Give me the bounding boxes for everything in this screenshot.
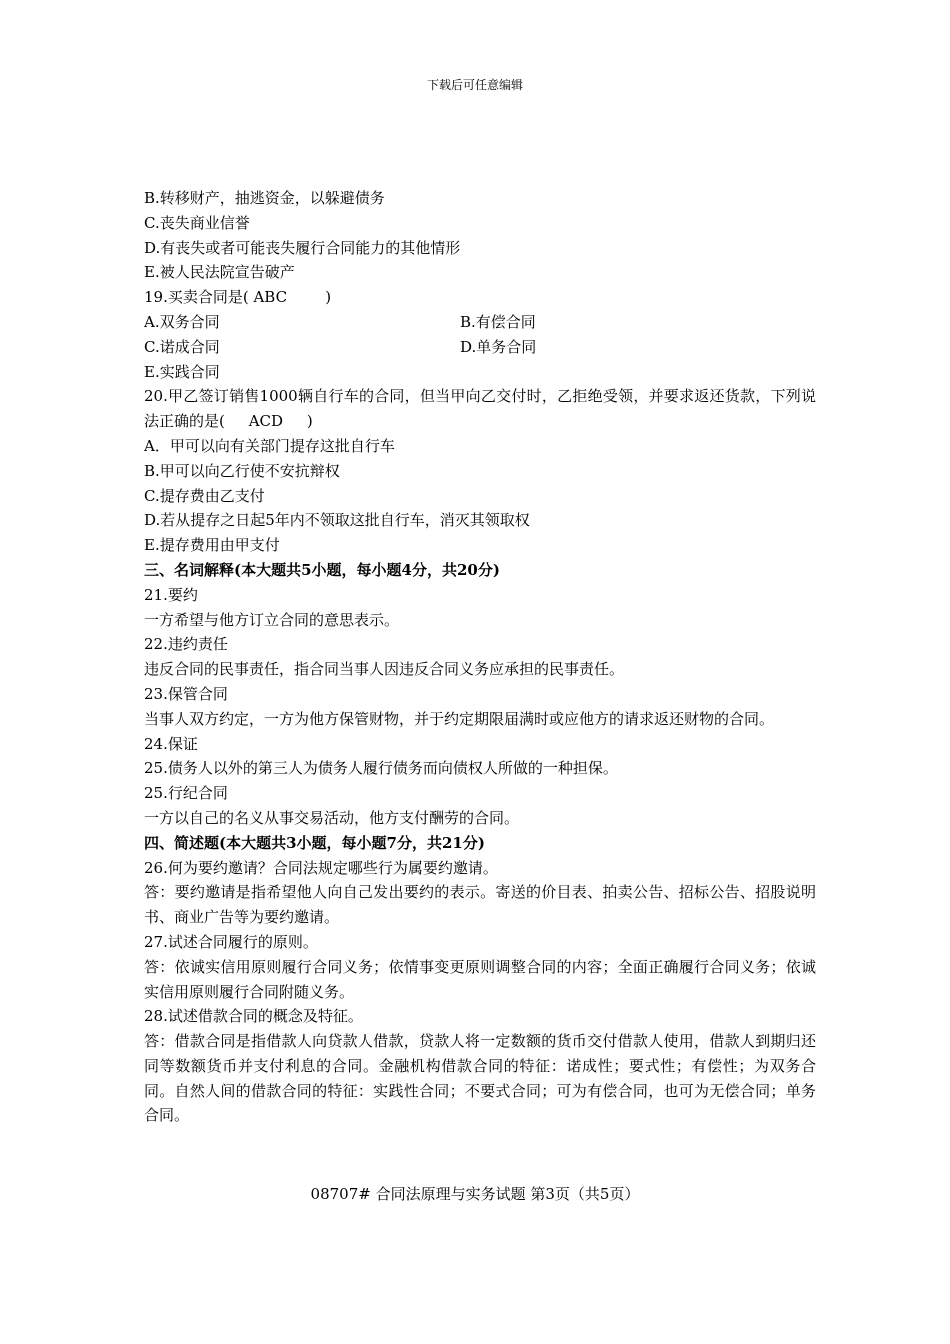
q25-answer: 一方以自己的名义从事交易活动，他方支付酬劳的合同。 [144,808,520,827]
q19-option-c: C.诺成合同 [144,337,220,356]
q18-option-d: D.有丧失或者可能丧失履行合同能力的其他情形 [144,238,461,257]
q19-row-cd [144,335,816,360]
q19-row-ab [144,310,816,335]
q21-question: 21.要约 [144,585,198,604]
q20-option-a: A．甲可以向有关部门提存这批自行车 [144,436,395,455]
q20-option-c: C.提存费由乙支付 [144,486,265,505]
q25-question: 25.行纪合同 [144,784,228,803]
q24-question: 24.保证 [144,734,198,753]
page-footer: 08707# 合同法原理与实务试题 第3页（共5页） [310,1185,640,1203]
q19-option-d: D.单务合同 [460,337,537,356]
q27-question: 27.试述合同履行的原则。 [144,932,318,951]
q18-option-b: B.转移财产，抽逃资金，以躲避债务 [144,189,385,207]
q19-option-e: E.实践合同 [144,362,220,381]
q19-option-b: B.有偿合同 [460,312,536,331]
q28-question: 28.试述借款合同的概念及特征。 [144,1007,363,1026]
section3-heading: 三、名词解释(本大题共5小题，每小题4分，共20分) [144,560,500,579]
page-header: 下载后可任意编辑 [426,78,523,92]
q26-question: 26.何为要约邀请？合同法规定哪些行为属要约邀请。 [144,858,498,877]
q28-answer: 答：借款合同是指借款人向贷款人借款，贷款人将一定数额的货币交付借款人使用，借款人到期归还同等数额货币并支付利息的合同。金融机构借款合同的特征：诺成性；要式性；有偿性；为双务合同。自然人间的借款合同的特征：实践性合同；不要式合同；可为有偿合同，也可为无偿合同；单务合同。 [144,1032,816,1125]
q26-answer: 答：要约邀请是指希望他人向自己发出要约的表示。寄送的价目表、拍卖公告、招标公告、招股说明书、商业广告等为要约邀请。 [144,883,816,927]
q23-answer: 当事人双方约定，一方为他方保管财物，并于约定期限届满时或应他方的请求返还财物的合同。 [144,709,775,728]
q24-answer: 25.债务人以外的第三人为债务人履行债务而向债权人所做的一种担保。 [144,759,618,778]
q20-stem: 20.甲乙签订销售1000辆自行车的合同，但当甲向乙交付时，乙拒绝受领，并要求返还货款，下列说法正确的是( ACD ) [144,387,816,431]
q20-option-d: D.若从提存之日起5年内不领取这批自行车，消灭其领取权 [144,511,530,530]
q18-option-c: C.丧失商业信誉 [144,213,250,232]
q19-option-a: A.双务合同 [144,312,220,331]
q27-answer: 答：依诚实信用原则履行合同义务；依情事变更原则调整合同的内容；全面正确履行合同义务；依诚实信用原则履行合同附随义务。 [144,957,816,1001]
q19-stem: 19.买卖合同是( ABC ) [144,288,332,307]
q18-option-e: E.被人民法院宣告破产 [144,263,295,282]
q22-question: 22.违约责任 [144,635,228,654]
q20-option-e: E.提存费用由甲支付 [144,536,280,555]
q23-question: 23.保管合同 [144,684,228,703]
q22-answer: 违反合同的民事责任，指合同当事人因违反合同义务应承担的民事责任。 [144,660,625,679]
q21-answer: 一方希望与他方订立合同的意思表示。 [144,610,400,629]
section4-heading: 四、简述题(本大题共3小题，每小题7分，共21分) [144,833,485,852]
q20-option-b: B.甲可以向乙行使不安抗辩权 [144,461,340,480]
page-content [144,186,816,1128]
